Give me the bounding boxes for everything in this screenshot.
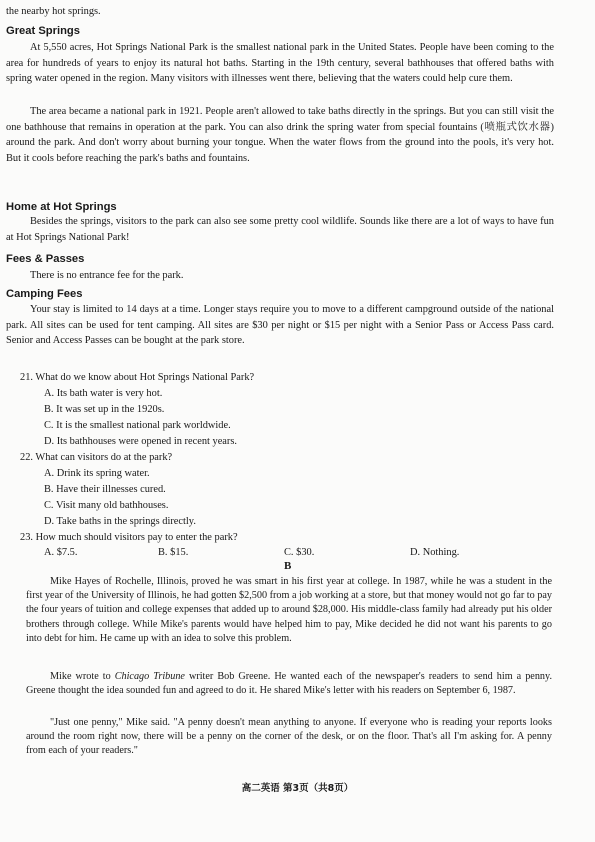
question-22-option-b[interactable]: B. Have their illnesses cured. <box>44 484 166 495</box>
question-22-option-c[interactable]: C. Visit many old bathhouses. <box>44 500 169 511</box>
question-23-option-a[interactable]: A. $7.5. <box>44 547 78 558</box>
page-footer: 高二英语 第3页（共8页） <box>241 783 354 794</box>
heading-camping-fees: Camping Fees <box>6 288 83 300</box>
great-springs-paragraph-1: At 5,550 acres, Hot Springs National Park is the smallest national park in the United States. People have been coming to the area for hundreds of years to enjoy its natural hot baths. Starting in the 19th century, several bathhouses that offered baths with spring water opened in the region. Many visitors with illnesses went there, believing that the waters could help cure them. <box>6 42 554 85</box>
question-21-stem: 21. What do we know about Hot Springs National Park? <box>20 372 255 383</box>
question-23-stem: 23. How much should visitors pay to enter the park? <box>20 532 238 543</box>
heading-fees-passes: Fees & Passes <box>6 253 85 265</box>
passage-b-paragraph-2 <box>26 670 552 698</box>
question-21-option-d[interactable]: D. Its bathhouses were opened in recent years. <box>44 436 238 447</box>
fees-paragraph: There is no entrance fee for the park. <box>30 270 184 281</box>
intro-tail: the nearby hot springs. <box>6 6 101 17</box>
question-23-option-b[interactable]: B. $15. <box>158 547 189 558</box>
question-21-option-b[interactable]: B. It was set up in the 1920s. <box>44 404 165 415</box>
camping-paragraph: Your stay is limited to 14 days at a time. Longer stays require you to move to a different campground outside of the national park. All sites can be used for tent camping. All sites are $30 per night or $15 per night with a Senior Pass or Access Pass card. Senior and Access Passes can be bought at the park store. <box>6 304 554 347</box>
question-23-option-c[interactable]: C. $30. <box>284 547 315 558</box>
passage-b-p2-start: Mike wrote to <box>50 671 115 682</box>
question-21-option-c[interactable]: C. It is the smallest national park worldwide. <box>44 420 231 431</box>
passage-b-paragraph-3: "Just one penny," Mike said. "A penny doesn't mean anything to anyone. If everyone who is reading your reports looks around the room right now, there will be a penny on the corner of the desk, or on the floor. That's all I'm asking for. A penny from each of your readers." <box>26 717 552 757</box>
question-22-option-a[interactable]: A. Drink its spring water. <box>44 468 150 479</box>
heading-great-springs: Great Springs <box>6 25 80 37</box>
question-21-option-a[interactable]: A. Its bath water is very hot. <box>44 388 163 399</box>
home-paragraph: Besides the springs, visitors to the park can also see some pretty cool wildlife. Sounds like there are a lot of ways to have fun at Hot Springs National Park! <box>6 216 554 243</box>
passage-b-paragraph-1: Mike Hayes of Rochelle, Illinois, proved he was smart in his first year at college. In 1987, while he was a student in the first year of the University of Illinois, he had gotten $2,500 from a job working at a store, but that money would not go far to pay the four years of tuition and college expenses that added up to around $28,000. His middle-class family had already put his older brothers through college. While Mike's parents would have helped him to pay, Mike decided he did not want his parents to go into debt for him. He came up with an idea to solve this problem. <box>26 576 552 644</box>
passage-b-p2-end: writer Bob Greene. He wanted each of the newspaper's readers to send him a penny. Greene thought the idea sounded fun and agreed to do it. He shared Mike's letter with his readers on September 6, 1987. <box>26 671 552 697</box>
question-22-stem: 22. What can visitors do at the park? <box>20 452 173 463</box>
newspaper-name: Chicago Tribune <box>114 671 185 682</box>
great-springs-paragraph-2: The area became a national park in 1921. People aren't allowed to take baths directly in the springs. But you can still visit the one bathhouse that remains in operation at the park. You can also drink the spring water from special fountains (喷瓶式饮水器) around the park. And don't worry about burning your tongue. When the water flows from the ground into the pools, it's very hot. But it cools before reaching the park's baths and fountains. <box>6 106 554 164</box>
heading-home-at-hot-springs: Home at Hot Springs <box>6 201 117 213</box>
passage-b-label: B <box>284 560 292 572</box>
question-22-option-d[interactable]: D. Take baths in the springs directly. <box>44 516 196 527</box>
question-23-option-d[interactable]: D. Nothing. <box>410 547 460 558</box>
